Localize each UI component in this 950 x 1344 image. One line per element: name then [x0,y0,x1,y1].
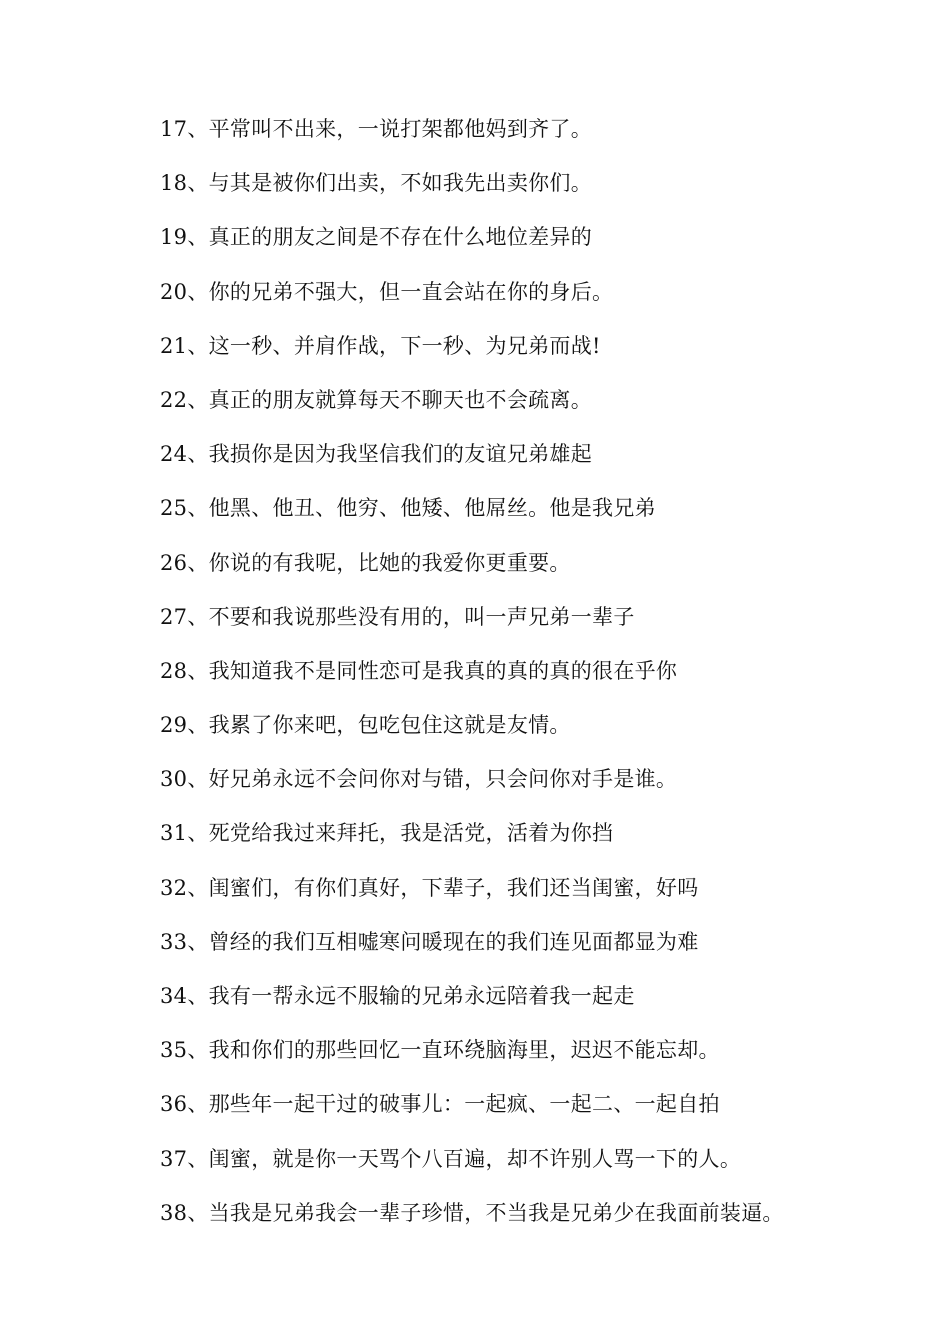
list-item: 28、我知道我不是同性恋可是我真的真的真的很在乎你 [160,658,678,683]
list-item: 29、我累了你来吧，包吃包住这就是友情。 [160,713,571,738]
list-item: 34、我有一帮永远不服输的兄弟永远陪着我一起走 [160,984,635,1008]
list-item: 36、那些年一起干过的破事儿：一起疯、一起二、一起自拍 [160,1092,720,1117]
quote-list [160,112,920,1250]
list-item: 35、我和你们的那些回忆一直环绕脑海里，迟迟不能忘却。 [160,1038,720,1063]
list-item: 17、平常叫不出来，一说打架都他妈到齐了。 [160,117,593,141]
list-item: 24、我损你是因为我坚信我们的友谊兄弟雄起 [160,442,593,467]
list-item: 26、你说的有我呢，比她的我爱你更重要。 [160,550,571,575]
list-item: 31、死党给我过来拜托，我是活党，活着为你挡 [160,821,614,846]
list-item: 19、真正的朋友之间是不存在什么地位差异的 [160,225,593,250]
list-item: 38、当我是兄弟我会一辈子珍惜，不当我是兄弟少在我面前装逼。 [160,1200,784,1225]
list-item: 20、你的兄弟不强大，但一直会站在你的身后。 [160,279,614,304]
list-item: 18、与其是被你们出卖，不如我先出卖你们。 [160,171,593,196]
list-item: 27、不要和我说那些没有用的，叫一声兄弟一辈子 [160,604,635,629]
list-item: 25、他黑、他丑、他穷、他矮、他屌丝。他是我兄弟 [160,496,656,521]
list-item: 33、曾经的我们互相嘘寒问暖现在的我们连见面都显为难 [160,929,699,954]
list-item: 22、真正的朋友就算每天不聊天也不会疏离。 [160,387,593,412]
list-item: 37、闺蜜，就是你一天骂个八百遍，却不许别人骂一下的人。 [160,1146,742,1171]
list-item: 30、好兄弟永远不会问你对与错，只会问你对手是谁。 [160,767,678,792]
list-item: 21、这一秒、并肩作战，下一秒、为兄弟而战! [160,333,601,358]
list-item: 32、闺蜜们，有你们真好，下辈子，我们还当闺蜜，好吗 [160,875,699,900]
